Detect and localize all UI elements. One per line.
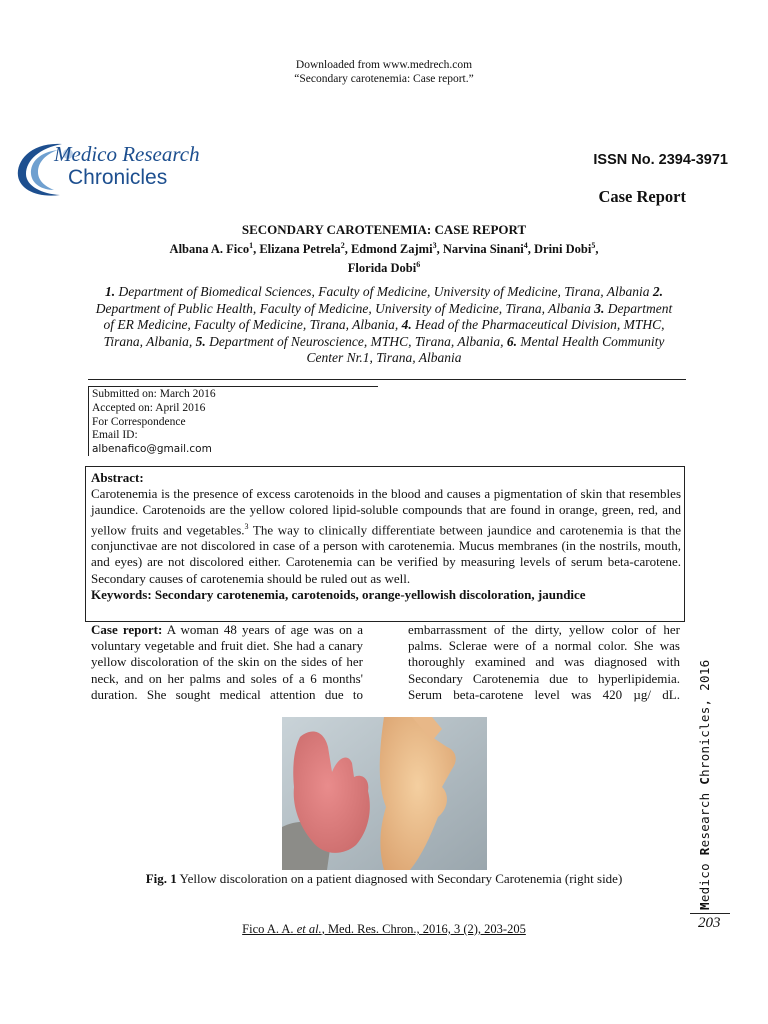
download-title: “Secondary carotenemia: Case report.” xyxy=(294,73,474,85)
affiliation-number: 1. xyxy=(104,284,119,299)
side-banner xyxy=(693,660,719,915)
email-label: Email ID: xyxy=(92,429,138,442)
case-report-heading: Case report: xyxy=(91,622,163,637)
case-report-right-column xyxy=(408,622,680,703)
keywords-label: Keywords: xyxy=(91,586,152,602)
footer-citation xyxy=(0,922,768,937)
submission-rule xyxy=(88,386,378,387)
submission-info xyxy=(92,388,216,457)
author-name: Narvina Sinani xyxy=(442,242,524,257)
affiliation-text: Department of Neuroscience, MTHC, Tirana, Albania, xyxy=(209,333,507,349)
divider-rule xyxy=(88,379,686,380)
submission-box-border xyxy=(88,386,89,456)
author-affiliation-marker: 6 xyxy=(416,260,421,270)
author-name: Drini Dobi xyxy=(534,242,592,257)
logo-text-line2: Chronicles xyxy=(68,166,168,189)
page-number: 203 xyxy=(698,915,721,931)
affiliation-number: 3. xyxy=(594,300,608,316)
author-name: Florida Dobi xyxy=(347,261,417,276)
author-affiliation-marker: 1 xyxy=(249,241,254,250)
case-report-right-text: embarrassment of the dirty, yellow color of her palms. Sclerae were of a normal color. She was thoroughly examined and was diagnosed with Secondary Carotenemia due to hyperlipidemia. Serum beta-carotene level was 420 µg/ dL. xyxy=(408,622,680,702)
affiliation-number: 2. xyxy=(652,284,663,299)
affiliations xyxy=(90,284,678,367)
keywords-line xyxy=(91,587,681,603)
affiliation-number: 4. xyxy=(401,317,416,332)
author-affiliation-marker: 5 xyxy=(591,241,596,250)
footer-citation-text: Fico A. A. et al., Med. Res. Chron., 2016, 3 (2), 203-205 xyxy=(242,922,526,936)
author-list: Albana A. Fico$^1$, Elizana Petrela$^2$, Edmond Zajmi$^3$, Narvina Sinani$^4$, Drini Dobi$^5$, Florida Dobi$^6$ xyxy=(169,241,599,276)
author-affiliation-marker: 4 xyxy=(523,241,528,250)
affiliation-text: Department of ER Medicine, Faculty of Medicine, Tirana, Albania, xyxy=(103,300,673,332)
keywords-text: Secondary carotenemia, carotenoids, orange-yellowish discoloration, jaundice xyxy=(151,586,586,602)
article-type: Case Report xyxy=(598,187,686,206)
issn-number: ISSN No. 2394-3971 xyxy=(593,152,728,168)
author-affiliation-marker: 2 xyxy=(340,241,345,250)
author-affiliation-marker: 3 xyxy=(432,241,437,250)
logo-text-line1: Medico Research xyxy=(54,142,200,166)
affiliation-number: 6. xyxy=(506,333,521,349)
affiliation-text: Department of Public Health, Faculty of Medicine, University of Medicine, Tirana, Albania xyxy=(95,300,595,316)
author-name: Albana A. Fico xyxy=(169,242,250,257)
affiliation-number: 5. xyxy=(195,333,210,349)
author-name: Edmond Zajmi xyxy=(350,242,433,257)
figure-label: Fig. 1 xyxy=(145,871,177,886)
abstract-section xyxy=(91,470,681,603)
submitted-date: Submitted on: March 2016 xyxy=(92,388,216,400)
figure-caption xyxy=(0,871,768,887)
download-header xyxy=(0,58,768,86)
affiliation-text: Head of the Pharmaceutical Division, MTHC, Tirana, Albania, xyxy=(103,317,665,349)
abstract-heading: Abstract: xyxy=(91,470,144,485)
side-banner-rule xyxy=(690,913,730,914)
accepted-date: Accepted on: April 2016 xyxy=(92,401,206,414)
affiliation-text: Mental Health Community Center Nr.1, Tirana, Albania xyxy=(306,333,665,365)
correspondence-label: For Correspondence xyxy=(92,415,186,428)
email-address[interactable]: albenafico@gmail.com xyxy=(92,443,212,456)
figure-caption-text: Yellow discoloration on a patient diagnosed with Secondary Carotenemia (right side) xyxy=(176,871,623,886)
journal-logo xyxy=(14,140,224,200)
case-report-left-text: A woman 48 years of age was on a voluntary vegetable and fruit diet. She had a canary yellow discoloration of the skin on the sides of her neck, and on her palms and soles of a 6 months' duration. She sought medical attention due to xyxy=(91,622,363,702)
side-banner-text: Medico Research Chronicles, 2016 xyxy=(697,659,712,910)
case-report-left-column xyxy=(91,622,363,703)
article-title: SECONDARY CAROTENEMIA: CASE REPORT xyxy=(241,222,527,237)
affiliation-text: Department of Biomedical Sciences, Faculty of Medicine, University of Medicine, Tirana, Albania xyxy=(118,284,653,299)
figure-photo-hands xyxy=(282,717,487,870)
reference-marker: 3 xyxy=(244,521,249,531)
abstract-body: Carotenemia is the presence of excess carotenoids in the blood and causes a pigmentation of skin that resembles jaundice. Carotenoids are the yellow colored lipid-soluble compounds that are found in orange, green, red, and yellow fruits and vegetables.$^3$ The way to clinically differentiate between jaundice and carotenemia is that the conjunctivae are not discolored in case of a person with carotenemia. Mucus membranes (in the nostrils, mouth, and eyes) are not discolored either. Carotenemia can be verified by measuring levels of serum beta-carotene. Secondary causes of carotenemia should be ruled out as well. xyxy=(91,486,681,586)
download-source: Downloaded from www.medrech.com xyxy=(295,59,473,71)
author-name: Elizana Petrela xyxy=(259,242,341,257)
